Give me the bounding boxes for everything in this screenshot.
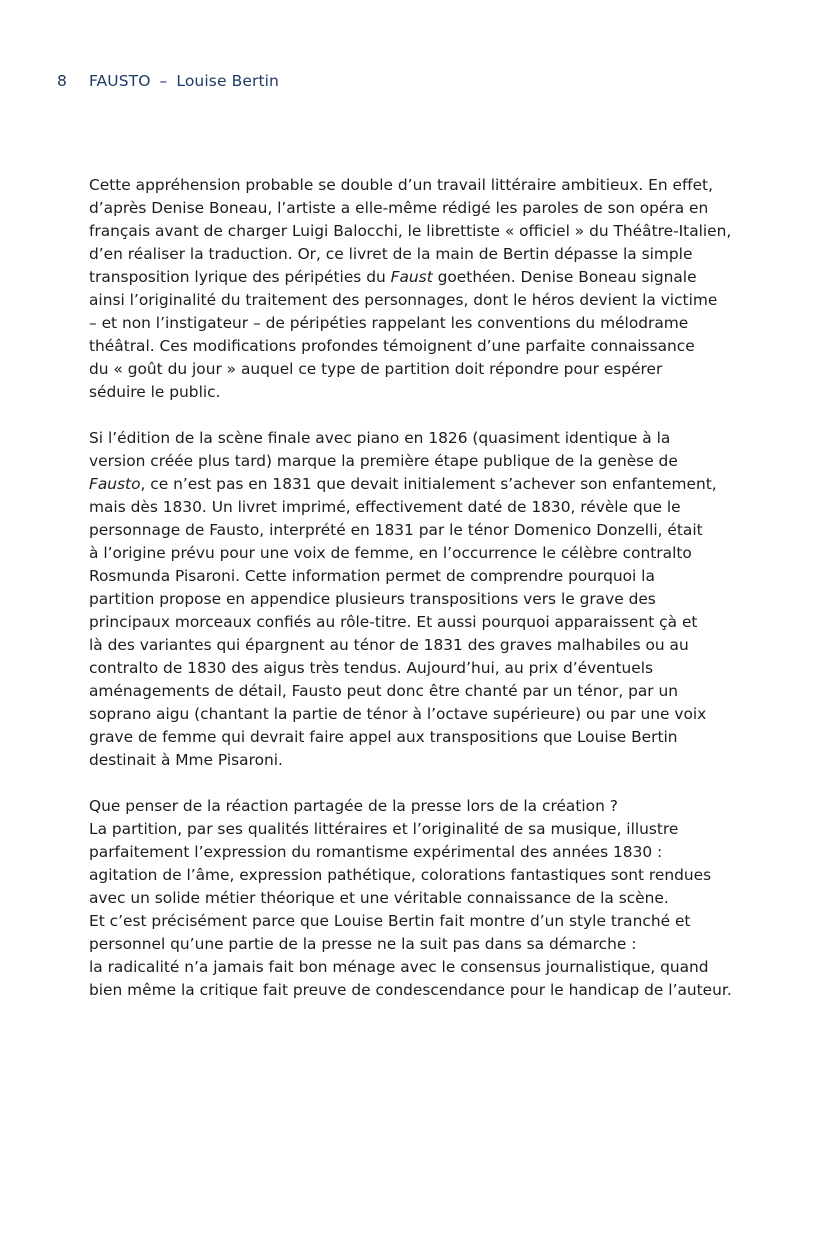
text-line (89, 542, 749, 565)
text-line (89, 933, 749, 956)
text-line (89, 427, 749, 450)
text-line (89, 266, 749, 289)
text-line (89, 289, 749, 312)
text-line (89, 197, 749, 220)
text-line (89, 818, 749, 841)
text-run: Rosmunda Pisaroni. Cette information permet de comprendre pourquoi la (89, 567, 655, 585)
text-run: principaux morceaux confiés au rôle-titre. Et aussi pourquoi apparaissent çà et (89, 613, 698, 631)
text-line (89, 979, 749, 1002)
text-line (89, 496, 749, 519)
text-line (89, 519, 749, 542)
text-run: parfaitement l’expression du romantisme expérimental des années 1830 : (89, 843, 663, 861)
text-run: d’en réaliser la traduction. Or, ce livret de la main de Bertin dépasse la simple (89, 245, 693, 263)
italic-title: Faust (390, 268, 433, 286)
text-line (89, 841, 749, 864)
text-run: grave de femme qui devrait faire appel aux transpositions que Louise Bertin (89, 728, 678, 746)
text-line (89, 634, 749, 657)
text-line (89, 749, 749, 772)
text-line (89, 611, 749, 634)
text-line (89, 703, 749, 726)
text-run: français avant de charger Luigi Balocchi, le librettiste « officiel » du Théâtre-Italien, (89, 222, 732, 240)
text-run: ainsi l’originalité du traitement des personnages, dont le héros devient la victime (89, 291, 718, 309)
text-line (89, 174, 749, 197)
header-separator: – (159, 72, 168, 90)
text-run: Et c’est précisément parce que Louise Bertin fait montre d’un style tranché et (89, 912, 691, 930)
text-run: personnel qu’une partie de la presse ne la suit pas dans sa démarche : (89, 935, 637, 953)
text-run: du « goût du jour » auquel ce type de partition doit répondre pour espérer (89, 360, 663, 378)
text-run: bien même la critique fait preuve de condescendance pour le handicap de l’auteur. (89, 981, 732, 999)
paragraph (89, 427, 749, 772)
text-run: , ce n’est pas en 1831 que devait initialement s’achever son enfantement, (140, 475, 717, 493)
text-run: la radicalité n’a jamais fait bon ménage avec le consensus journalistique, quand (89, 958, 709, 976)
text-line (89, 680, 749, 703)
text-line (89, 358, 749, 381)
text-line (89, 910, 749, 933)
text-line (89, 243, 749, 266)
header-author: Louise Bertin (176, 72, 279, 90)
text-line (89, 795, 749, 818)
page-number: 8 (57, 72, 67, 90)
text-run: là des variantes qui épargnent au ténor de 1831 des graves malhabiles ou au (89, 636, 689, 654)
italic-title: Fausto (89, 475, 141, 493)
text-run: mais dès 1830. Un livret imprimé, effectivement daté de 1830, révèle que le (89, 498, 681, 516)
text-run: à l’origine prévu pour une voix de femme, en l’occurrence le célèbre contralto (89, 544, 692, 562)
text-run: soprano aigu (chantant la partie de ténor à l’octave supérieure) ou par une voix (89, 705, 707, 723)
text-run: Que penser de la réaction partagée de la presse lors de la création ? (89, 797, 618, 815)
text-run: La partition, par ses qualités littéraires et l’originalité de sa musique, illustre (89, 820, 679, 838)
text-line (89, 864, 749, 887)
text-line (89, 887, 749, 910)
text-run: destinait à Mme Pisaroni. (89, 751, 283, 769)
text-run: goethéen. Denise Boneau signale (432, 268, 697, 286)
text-line (89, 335, 749, 358)
text-run: agitation de l’âme, expression pathétique, colorations fantastiques sont rendues (89, 866, 712, 884)
text-run: personnage de Fausto, interprété en 1831 par le ténor Domenico Donzelli, était (89, 521, 703, 539)
text-run: Cette appréhension probable se double d’un travail littéraire ambitieux. En effet, (89, 176, 713, 194)
header-title: FAUSTO (88, 72, 151, 90)
paragraph (89, 795, 749, 1002)
text-run: avec un solide métier théorique et une véritable connaissance de la scène. (89, 889, 669, 907)
text-run: version créée plus tard) marque la première étape publique de la genèse de (89, 452, 678, 470)
text-run: – et non l’instigateur – de péripéties rappelant les conventions du mélodrame (89, 314, 689, 332)
text-line (89, 473, 749, 496)
running-header (57, 72, 279, 90)
text-line (89, 588, 749, 611)
text-line (89, 956, 749, 979)
paragraph (89, 174, 749, 404)
text-run: transposition lyrique des péripéties du (89, 268, 391, 286)
text-run: Si l’édition de la scène finale avec piano en 1826 (quasiment identique à la (89, 429, 671, 447)
body-text (89, 174, 749, 1025)
text-run: théâtral. Ces modifications profondes témoignent d’une parfaite connaissance (89, 337, 695, 355)
text-line (89, 312, 749, 335)
text-line (89, 220, 749, 243)
text-line (89, 450, 749, 473)
text-run: partition propose en appendice plusieurs transpositions vers le grave des (89, 590, 656, 608)
text-run: aménagements de détail, Fausto peut donc être chanté par un ténor, par un (89, 682, 679, 700)
text-run: d’après Denise Boneau, l’artiste a elle-même rédigé les paroles de son opéra en (89, 199, 709, 217)
text-line (89, 726, 749, 749)
text-line (89, 381, 749, 404)
text-run: séduire le public. (89, 383, 221, 401)
text-line (89, 657, 749, 680)
text-run: contralto de 1830 des aigus très tendus. Aujourd’hui, au prix d’éventuels (89, 659, 653, 677)
text-line (89, 565, 749, 588)
